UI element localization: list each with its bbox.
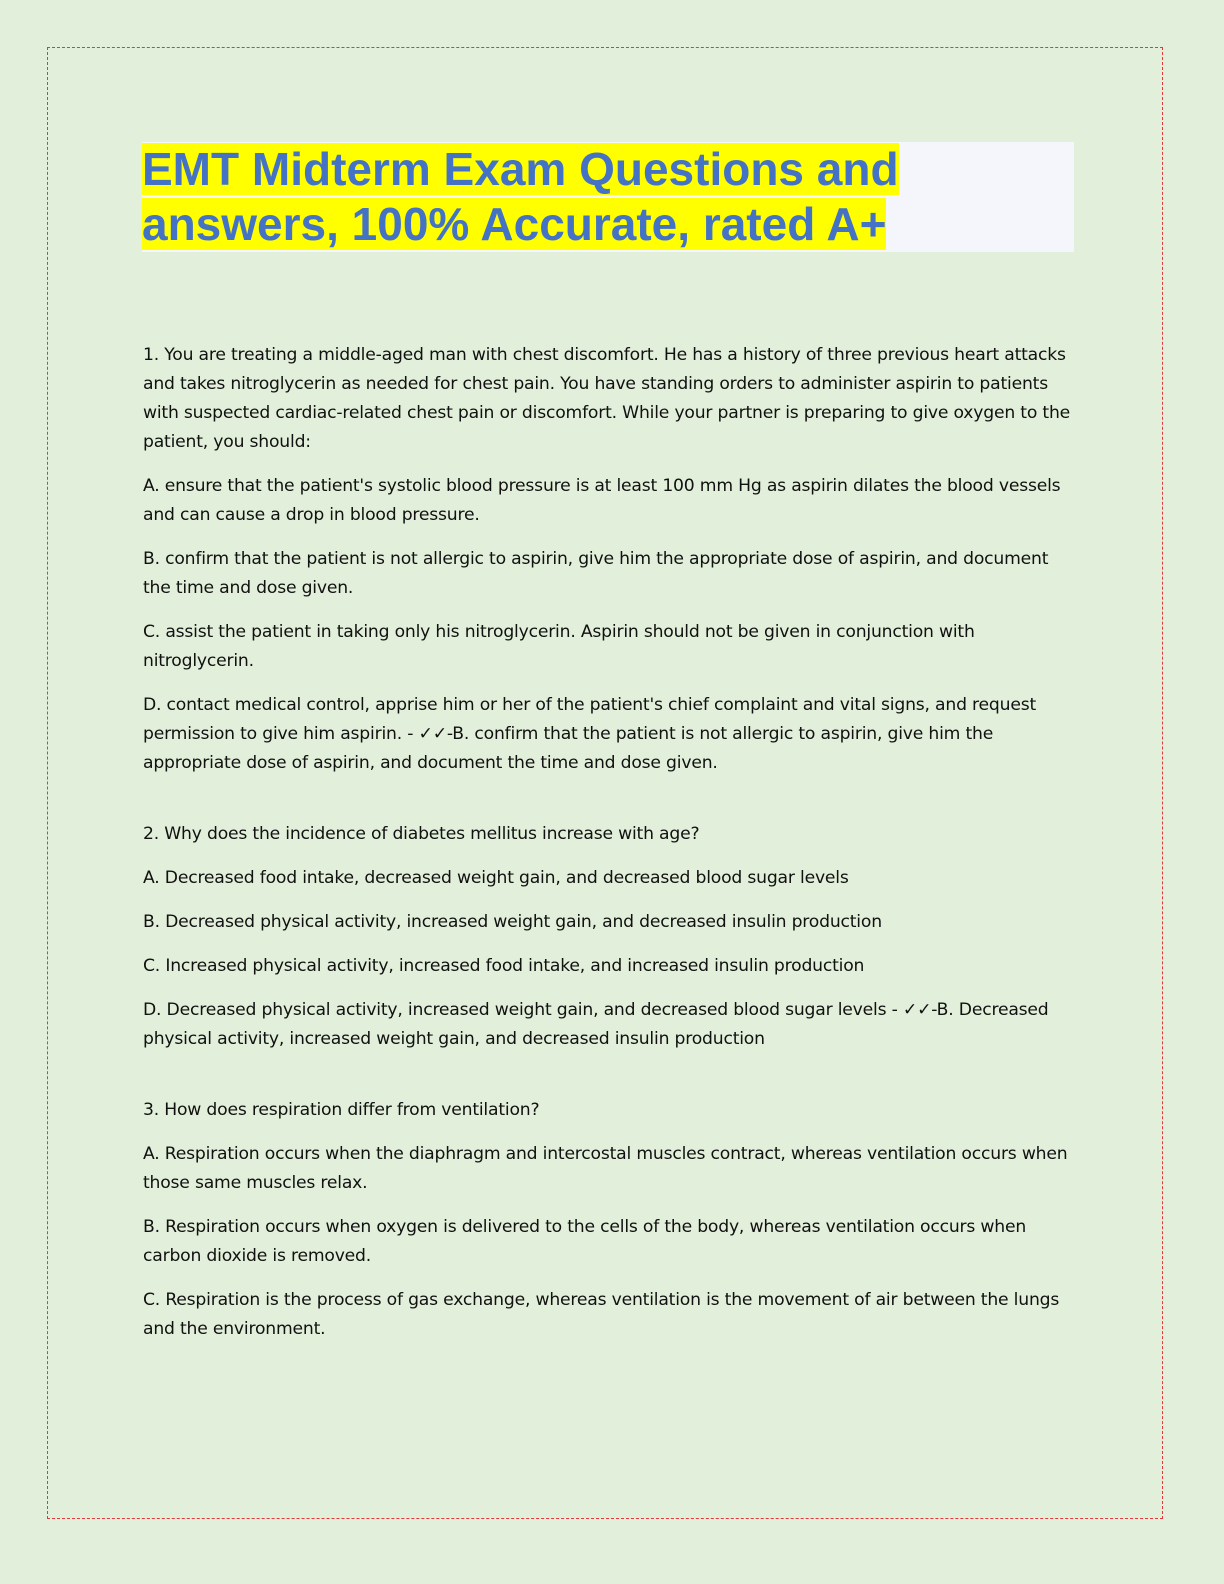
answer-option-d: D. contact medical control, apprise him or her of the patient's chief complaint and vital signs, and request permission to give him aspirin. - [143, 695, 1036, 744]
correct-answer: -B. confirm that the patient is not allergic to aspirin, give him the appropriate dose of aspirin, and document the time and dose given. [143, 724, 994, 773]
answer-option-d: D. Decreased physical activity, increased weight gain, and decreased blood sugar levels - [143, 1000, 903, 1020]
correct-answer: -B. Decreased physical activity, increased weight gain, and decreased insulin production [143, 1000, 1049, 1049]
check-mark-icon: ✓✓ [902, 1000, 932, 1020]
title-line-2: answers, 100% Accurate, rated A+ [142, 198, 887, 250]
question-stem: 3. How does respiration differ from ventilation? [143, 1100, 540, 1120]
title-block [142, 142, 1074, 252]
question-stem: 1. You are treating a middle-aged man with chest discomfort. He has a history of three previous heart attacks and takes nitroglycerin as needed for chest pain. You have standing orders to administer aspirin to patients with suspected cardiac-related chest pain or discomfort. While your partner is preparing to give oxygen to the patient, you should: [143, 345, 1071, 452]
questions-content [143, 341, 1073, 1359]
question-stem: 2. Why does the incidence of diabetes mellitus increase with age? [143, 824, 700, 844]
answer-option-a: A. ensure that the patient's systolic blood pressure is at least 100 mm Hg as aspirin dilates the blood vessels and can cause a drop in blood pressure. [143, 476, 1061, 525]
title-line-1: EMT Midterm Exam Questions and [142, 143, 899, 195]
answer-option-a: A. Decreased food intake, decreased weight gain, and decreased blood sugar levels [143, 868, 849, 888]
answer-option-c: C. assist the patient in taking only his nitroglycerin. Aspirin should not be given in conjunction with nitroglycerin. [143, 622, 975, 671]
check-mark-icon: ✓✓ [418, 724, 447, 744]
answer-option-b: B. Decreased physical activity, increased weight gain, and decreased insulin production [143, 912, 882, 932]
answer-option-d-with-answer [143, 691, 1073, 778]
answer-option-c: C. Increased physical activity, increased food intake, and increased insulin production [143, 956, 865, 976]
answer-option-b: B. Respiration occurs when oxygen is delivered to the cells of the body, whereas ventilation occurs when carbon dioxide is removed. [143, 1217, 1027, 1266]
answer-option-b: B. confirm that the patient is not allergic to aspirin, give him the appropriate dose of aspirin, and document the time and dose given. [143, 549, 1049, 598]
answer-option-c: C. Respiration is the process of gas exchange, whereas ventilation is the movement of air between the lungs and the environment. [143, 1290, 1060, 1339]
question-1 [143, 341, 1073, 778]
answer-option-a: A. Respiration occurs when the diaphragm and intercostal muscles contract, whereas ventilation occurs when those same muscles relax. [143, 1144, 1068, 1193]
document-title [142, 142, 1074, 252]
question-3 [143, 1096, 1073, 1344]
answer-option-d-with-answer [143, 996, 1073, 1054]
question-2 [143, 820, 1073, 1054]
